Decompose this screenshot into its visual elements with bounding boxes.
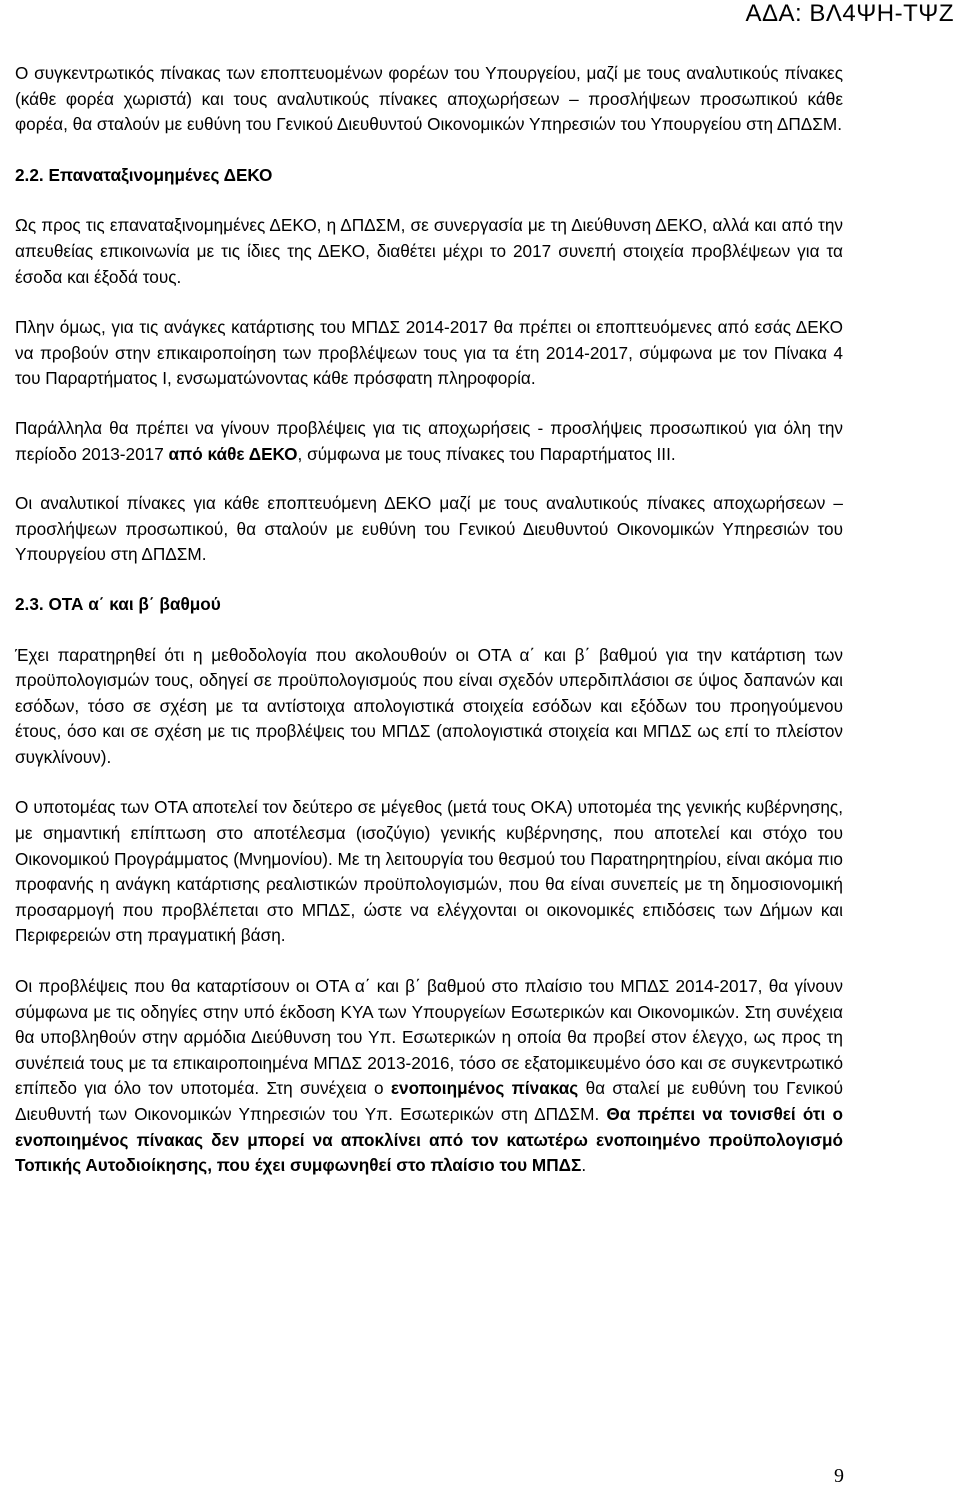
emphasis-no-deviation-note: Θα πρέπει να τονισθεί ότι ο ενοποιημένος πίνακας δεν μπορεί να αποκλίνει από τον κατωτέρω ενοποιημένο προϋπολογισμό Τοπικής Αυτοδιοίκησης, που έχει συμφωνηθεί στο πλαίσιο του ΜΠΔΣ — [15, 1104, 843, 1176]
paragraph-analytic-tables: Οι αναλυτικοί πίνακες για κάθε εποπτευόμενη ΔΕΚΟ μαζί με τους αναλυτικούς πίνακες αποχωρήσεων – προσλήψεων προσωπικού, θα σταλούν με ευθύνη του Γενικού Διευθυντού Οικονομικών Υπηρεσιών του Υπουργείου στη ΔΠΔΣΜ. — [15, 493, 843, 565]
text-run: . — [581, 1155, 587, 1176]
text-run: , σύμφωνα με τους πίνακες του Παραρτήματος ΙΙΙ. — [297, 443, 676, 464]
text-run: Παράλληλα θα πρέπει να γίνουν προβλέψεις για τις αποχωρήσεις - προσλήψεις προσωπικού για όλη την περίοδο 2013-2017 — [15, 417, 843, 464]
text-run: Οι προβλέψεις που θα καταρτίσουν οι ΟΤΑ α΄ και β΄ βαθμού στο πλαίσιο του ΜΠΔΣ 2014-2017, θα γίνουν σύμφωνα με τις οδηγίες στην υπό έκδοση ΚΥΑ των Υπουργείων Εσωτερικών και Οικονομικών. Στη συνέχεια θα υποβληθούν στην αρμόδια Διεύθυνση του Υπ. Εσωτερικών η οποία θα προβεί στον έλεγχο, ως προς τη συνέπειά τους με τα επικαιροποιημένα ΜΠΔΣ 2013-2016, τόσο σε εξατομικευμένο όσο και σε συγκεντρωτικό επίπεδο για όλο τον υποτομέα. Στη συνέχεια ο — [15, 976, 843, 1099]
text-run: θα σταλεί με ευθύνη του Γενικού Διευθυντή των Οικονομικών Υπηρεσιών του Υπ. Εσωτερικών στη ΔΠΔΣΜ. — [15, 1078, 843, 1124]
paragraph-central-table: Ο συγκεντρωτικός πίνακας των εποπτευομένων φορέων του Υπουργείου, μαζί με τους αναλυτικούς πίνακες (κάθε φορέα χωριστά) και τους αναλυτικούς πίνακες αποχωρήσεων – προσλήψεων προσωπικού κάθε φορέα, θα σταλούν με ευθύνη του Γενικού Διευθυντού Οικονομικών Υπηρεσιών του Υπουργείου στη ΔΠΔΣΜ. — [15, 63, 843, 135]
section-heading-2-3: 2.3. ΟΤΑ α΄ και β΄ βαθμού — [15, 593, 221, 614]
paragraph-mpds-update: Πλην όμως, για τις ανάγκες κατάρτισης του ΜΠΔΣ 2014-2017 θα πρέπει οι εποπτευόμενες από εσάς ΔΕΚΟ να προβούν στην επικαιροποίηση των προβλέψεων τους για τα έτη 2014-2017, σύμφωνα με τον Πίνακα 4 του Παραρτήματος Ι, ενσωματώνοντας κάθε πρόσφατη πληροφορία. — [15, 317, 843, 389]
emphasis-each-deko: από κάθε ΔΕΚΟ — [168, 443, 298, 464]
ada-code: ΑΔΑ: ΒΛ4ΨΗ-ΤΨΖ — [745, 0, 954, 27]
paragraph-ota-subsector: Ο υποτομέας των ΟΤΑ αποτελεί τον δεύτερο σε μέγεθος (μετά τους ΟΚΑ) υποτομέα της γενικής κυβέρνησης, με σημαντική επίπτωση στο αποτέλεσμα (ισοζύγιο) γενικής κυβέρνησης, που αποτελεί και στόχο του Οικονομικού Προγράμματος (Μνημονίου). Με τη λειτουργία του θεσμού του Παρατηρητηρίου, είναι ακόμα πιο προφανής η ανάγκη κατάρτισης ρεαλιστικών προϋπολογισμών, που θα είναι συνεπείς με τη δημοσιονομική προσαρμογή που προβλέπεται στο ΜΠΔΣ, ώστε να ελέγχονται οι οικονομικές επιδόσεις των Δήμων και Περιφερειών στη πραγματική βάση. — [15, 797, 843, 946]
paragraph-ota-methodology: Έχει παρατηρηθεί ότι η μεθοδολογία που ακολουθούν οι ΟΤΑ α΄ και β΄ βαθμού για την κατάρτιση των προϋπολογισμών τους, οδηγεί σε προϋπολογισμούς που είναι σχεδόν υπερδιπλάσιοι σε ύψος δαπανών και εσόδων, τόσο σε σχέση με τα αντίστοιχα απολογιστικά στοιχεία εσόδων και εξόδων του προηγούμενου έτους, όσο και σε σχέση με τις προβλέψεις του ΜΠΔΣ (απολογιστικά στοιχεία και ΜΠΔΣ ως επί το πλείστον συγκλίνουν). — [15, 644, 843, 767]
section-heading-2-2: 2.2. Επαναταξινομημένες ΔΕΚΟ — [15, 164, 273, 185]
document-body — [15, 61, 843, 1179]
paragraph-reclassified-deko: Ως προς τις επαναταξινομημένες ΔΕΚΟ, η ΔΠΔΣΜ, σε συνεργασία με τη Διεύθυνση ΔΕΚΟ, αλλά και από την απευθείας επικοινωνία με τις ίδιες της ΔΕΚΟ, διαθέτει μέχρι το 2017 συνεπή στοιχεία προβλέψεων για τα έσοδα και έξοδά τους. — [15, 215, 843, 287]
paragraph-ota-forecasts — [15, 974, 843, 1179]
page-number: 9 — [834, 1465, 844, 1487]
paragraph-staff-forecasts — [15, 416, 843, 467]
emphasis-unified-table: ενοποιημένος πίνακας — [390, 1078, 579, 1099]
